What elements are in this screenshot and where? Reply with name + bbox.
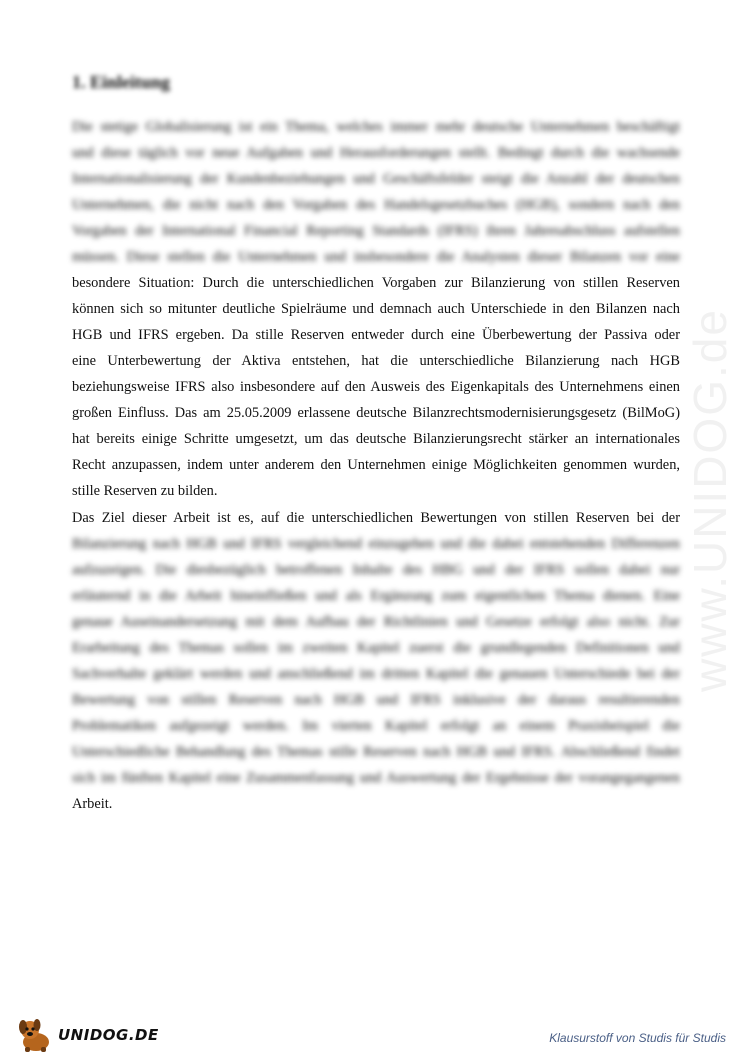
blurred-line: müssen. Diese stellen die Unternehmen und insbesondere die Analysten dieser Bilanzen vor eine xyxy=(72,249,680,265)
text-line: stille Reserven zu bilden. xyxy=(72,483,218,499)
text-line: beziehungsweise IFRS also insbesondere auf den Ausweis des Eigenkapitals des Unternehmens einen xyxy=(72,379,680,395)
blurred-line: Problematiken aufgezeigt werden. Im vierten Kapitel erfolgt an einem Praxisbeispiel die xyxy=(72,718,680,734)
blurred-line: Die stetige Globalisierung ist ein Thema, welches immer mehr deutsche Unternehmen beschäftigt xyxy=(72,119,680,135)
text-line: großen Einfluss. Das am 25.05.2009 erlassene deutsche Bilanzrechtsmodernisierungsgesetz (BilMoG) xyxy=(72,405,680,421)
dog-icon xyxy=(14,1014,58,1054)
blurred-line: Bewertung von stillen Reserven nach HGB und IFRS inklusive der daraus resultierenden xyxy=(72,692,680,708)
blurred-line: aufzuzeigen. Die diesbezüglich betroffenen Inhalte des HBG und der IFRS sollen dabei nur xyxy=(72,562,680,578)
blurred-line: sich im fünften Kapitel eine Zusammenfassung und Auswertung der Ergebnisse der vorangegangenen xyxy=(72,770,680,786)
text-line: können sich so mitunter deutliche Spielräume und demnach auch Unterschiede in den Bilanzen nach xyxy=(72,301,680,317)
text-line: eine Unterbewertung der Aktiva entstehen, hat die unterschiedliche Bilanzierung nach HGB xyxy=(72,353,680,369)
blurred-line: Sachverhalte geklärt werden und anschließend im dritten Kapitel die genauen Unterschiede bei der xyxy=(72,666,680,682)
text-line: besondere Situation: Durch die unterschiedlichen Vorgaben zur Bilanzierung von stillen Reserven xyxy=(72,275,680,291)
text-line: HGB und IFRS ergeben. Da stille Reserven entweder durch eine Überbewertung der Passiva oder xyxy=(72,327,680,343)
text-line: Arbeit. xyxy=(72,796,113,812)
blurred-line: genaue Auseinandersetzung mit dem Aufbau der Richtlinien und Gesetze erfolgt also nicht. Zur xyxy=(72,614,680,630)
blurred-line: erläuternd in die Arbeit hineinfließen und als Ergänzung zum eigentlichen Thema dienen. Eine xyxy=(72,588,680,604)
watermark-text: www.UNIDOG.de xyxy=(684,308,736,692)
blurred-line: Vorgaben der International Financial Reporting Standards (IFRS) ihren Jahresabschluss aufstellen xyxy=(72,223,680,239)
paragraph-objective xyxy=(72,505,680,817)
blurred-line: Erarbeitung des Themas sollen im zweiten Kapitel zuerst die grundlegenden Definitionen und xyxy=(72,640,680,656)
paragraph-introduction xyxy=(72,114,680,504)
footer-tagline: Klausurstoff von Studis für Studis xyxy=(549,1031,726,1045)
section-heading: 1. Einleitung xyxy=(72,72,171,92)
text-line: Recht anzupassen, indem unter anderem den Unternehmen einige Möglichkeiten genommen wurden, xyxy=(72,457,680,473)
blurred-line: Unterschiedliche Behandlung des Themas stille Reserven nach HGB und IFRS. Abschließend findet xyxy=(72,744,680,760)
logo-text: UNIDOG.DE xyxy=(58,1026,159,1044)
blurred-line: und diese täglich vor neue Aufgaben und Herausforderungen stellt. Bedingt durch die wachsende xyxy=(72,145,680,161)
blurred-line: Unternehmen, die nicht nach den Vorgaben des Handelsgesetzbuches (HGB), sondern nach den xyxy=(72,197,680,213)
blurred-line: Bilanzierung nach HGB und IFRS vergleichend einzugehen und die dabei entstehenden Differenzen xyxy=(72,536,680,552)
text-line: hat bereits einige Schritte umgesetzt, um das deutsche Bilanzierungsrecht stärker an internationales xyxy=(72,431,680,447)
blurred-line: Internationalisierung der Kundenbeziehungen und Geschäftsfelder steigt die Anzahl der deutschen xyxy=(72,171,680,187)
text-line: Das Ziel dieser Arbeit ist es, auf die unterschiedlichen Bewertungen von stillen Reserven bei der xyxy=(72,510,680,526)
unidog-logo xyxy=(14,1014,174,1054)
